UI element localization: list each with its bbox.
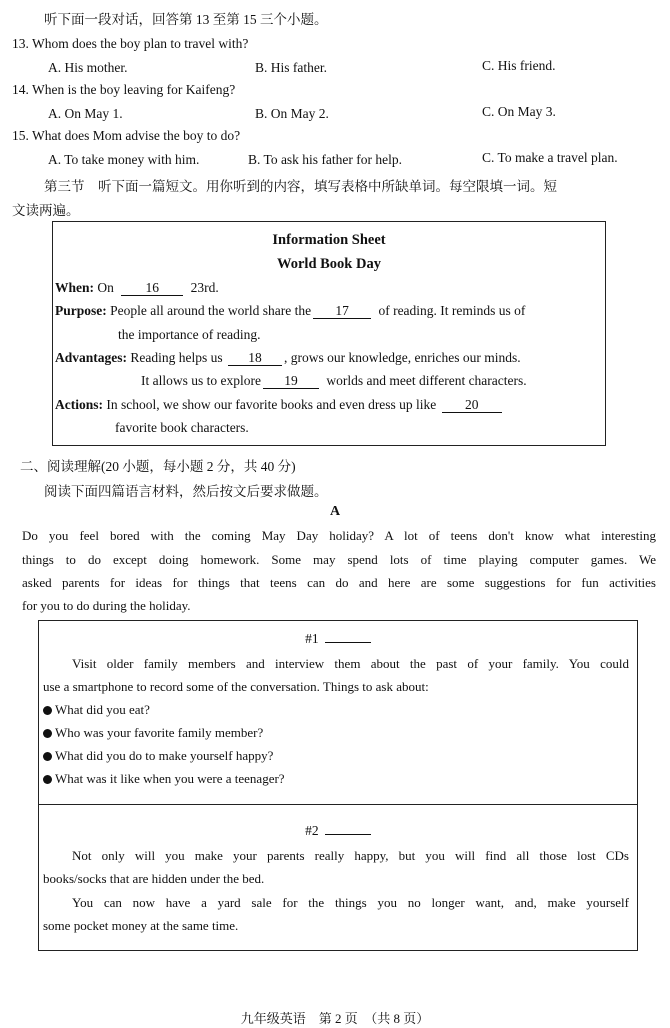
bullet-dot-icon [43, 729, 52, 738]
reading-heading: 二、阅读理解(20 小题，每小题 2 分，共 40 分) [20, 459, 296, 474]
suggestion-2-line-2: books/socks that are hidden under the bed. [43, 871, 265, 886]
information-sheet [52, 221, 606, 446]
listening-intro: 听下面一段对话，回答第 13 至第 15 三个小题。 [44, 12, 328, 27]
passage-intro-line-2: things to do except doing homework. Some may spend lots of time playing computer games. We [22, 552, 656, 567]
suggestions-box [38, 620, 638, 951]
info-advantages-cont: It allows us to explore 19 worlds and meet different characters. [141, 373, 527, 388]
blank-19[interactable]: 19 [263, 373, 319, 389]
suggestion-2-blank[interactable] [325, 834, 371, 835]
bullet-item: What did you eat? [43, 702, 150, 718]
question-15: 15. What does Mom advise the boy to do? [12, 128, 241, 143]
info-actions-cont: favorite book characters. [115, 420, 249, 435]
suggestion-2-heading: #2 [39, 823, 637, 839]
option-15-b: B. To ask his father for help. [248, 152, 403, 167]
option-14-b: B. On May 2. [255, 106, 329, 121]
bullet-dot-icon [43, 775, 52, 784]
option-14-a: A. On May 1. [48, 106, 123, 121]
section3-instruction: 第三节 听下面一篇短文。用你听到的内容，填写表格中所缺单词。每空限填一词。短 [44, 179, 557, 194]
option-13-b: B. His father. [255, 60, 327, 75]
blank-17[interactable]: 17 [313, 303, 371, 319]
question-13: 13. Whom does the boy plan to travel with? [12, 36, 249, 51]
info-when-row: When: On 16 23rd. [55, 280, 219, 295]
option-14-c: C. On May 3. [482, 104, 556, 119]
info-purpose-cont: the importance of reading. [118, 327, 261, 342]
bullet-item: What was it like when you were a teenager? [43, 771, 285, 787]
option-13-c: C. His friend. [482, 58, 556, 73]
info-purpose-row: Purpose: People all around the world share the 17 of reading. It reminds us of [55, 303, 526, 318]
bullet-dot-icon [43, 752, 52, 761]
option-15-c: C. To make a travel plan. [482, 150, 618, 165]
passage-intro-line-3: asked parents for ideas for things that teens can do and here are some suggestions for fun activities [22, 575, 656, 590]
page-footer: 九年级英语 第 2 页 （共 8 页） [240, 1011, 430, 1026]
info-advantages-row: Advantages: Reading helps us 18 , grows our knowledge, enriches our minds. [55, 350, 521, 365]
info-actions-row: Actions: In school, we show our favorite books and even dress up like 20 [55, 397, 502, 413]
option-15-a: A. To take money with him. [48, 152, 200, 167]
passage-intro-line-4: for you to do during the holiday. [22, 598, 191, 613]
suggestion-2-line-1: Not only will you make your parents really happy, but you will find all those lost CDs [72, 848, 629, 863]
blank-20[interactable]: 20 [442, 397, 502, 413]
info-sheet-subtitle: World Book Day [277, 256, 381, 272]
suggestion-1-line-2: use a smartphone to record some of the conversation. Things to ask about: [43, 679, 429, 694]
bullet-item: What did you do to make yourself happy? [43, 748, 273, 764]
suggestion-2-line-3: You can now have a yard sale for the things you no longer want, and, make yourself [72, 895, 629, 910]
bullet-dot-icon [43, 706, 52, 715]
blank-18[interactable]: 18 [228, 350, 282, 366]
passage-intro-line-1: Do you feel bored with the coming May Day holiday? A lot of teens don't know what interesting [22, 528, 656, 543]
blank-16[interactable]: 16 [121, 280, 183, 296]
question-14: 14. When is the boy leaving for Kaifeng? [12, 82, 236, 97]
info-sheet-title: Information Sheet [272, 232, 386, 248]
suggestion-1-line-1: Visit older family members and interview them about the past of your family. You could [72, 656, 629, 671]
section3-instruction-cont: 文读两遍。 [12, 203, 80, 218]
reading-instruction: 阅读下面四篇语言材料，然后按文后要求做题。 [44, 484, 328, 499]
bullet-item: Who was your favorite family member? [43, 725, 263, 741]
suggestion-2-line-4: some pocket money at the same time. [43, 918, 239, 933]
passage-letter: A [329, 504, 341, 519]
box-divider [39, 804, 637, 805]
suggestion-1-heading: #1 [39, 631, 637, 647]
suggestion-1-blank[interactable] [325, 642, 371, 643]
option-13-a: A. His mother. [48, 60, 128, 75]
